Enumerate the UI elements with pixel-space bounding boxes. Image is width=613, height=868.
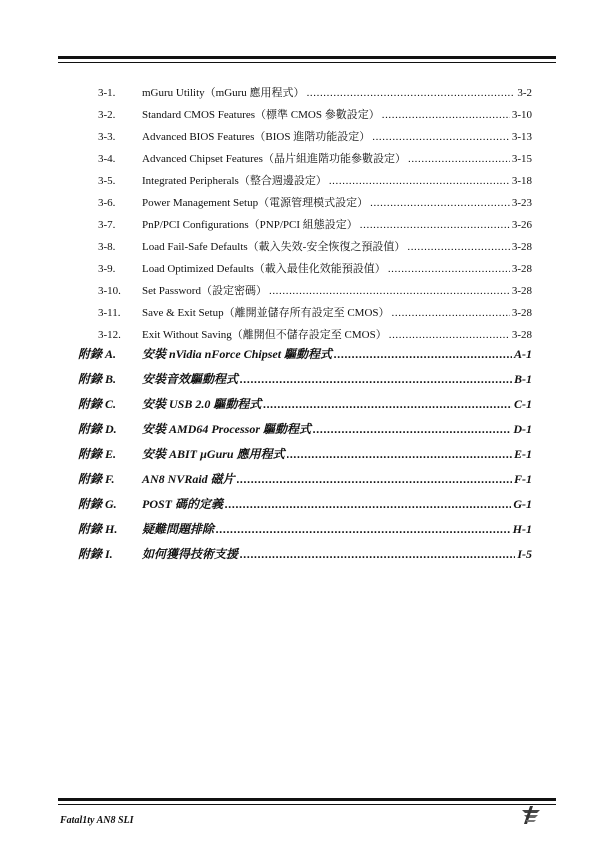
appendix-title: POST 碼的定義 [142, 497, 224, 511]
toc-entry-page: 3-28 [511, 307, 532, 319]
toc-entry-page: 3-13 [511, 131, 532, 143]
toc-entry-title: Advanced BIOS Features（BIOS 進階功能設定） [142, 131, 371, 143]
toc-entry-number: 3-8. [98, 241, 116, 253]
toc-appendix-entry[interactable] [78, 470, 532, 488]
appendix-page: A-1 [514, 347, 532, 361]
appendix-title: 安裝 AMD64 Processor 驅動程式 [142, 422, 312, 436]
toc-entry[interactable] [98, 128, 532, 144]
toc-entry[interactable] [98, 84, 532, 100]
toc-entry-title: Power Management Setup（電源管理模式設定） [142, 197, 369, 209]
appendix-page: I-5 [517, 547, 532, 561]
toc-leader-dots [372, 131, 510, 143]
toc-leader-dots [389, 329, 510, 341]
toc-entry-number: 3-5. [98, 175, 116, 187]
toc-entry[interactable] [98, 216, 532, 232]
toc-entry-page: 3-2 [517, 87, 532, 99]
toc-entry-number: 3-2. [98, 109, 116, 121]
toc-entry-number: 3-7. [98, 219, 116, 231]
toc-appendix-entry[interactable] [78, 420, 532, 438]
toc-entry-number: 3-6. [98, 197, 116, 209]
toc-leader-dots [334, 347, 512, 362]
header-rule-thick [58, 56, 556, 59]
footer-rule-thin [58, 804, 556, 805]
toc-entry-number: 3-1. [98, 87, 116, 99]
toc-entry[interactable] [98, 194, 532, 210]
toc-leader-dots [382, 109, 510, 121]
toc-entry-number: 3-11. [98, 307, 121, 319]
toc-entry-title: mGuru Utility（mGuru 應用程式） [142, 87, 305, 99]
toc-leader-dots [225, 497, 511, 512]
appendix-label: 附錄 F. [78, 472, 115, 486]
appendix-title: 如何獲得技術支援 [142, 547, 239, 561]
toc-entry-page: 3-28 [511, 263, 532, 275]
toc-entry-title: Set Password（設定密碼） [142, 285, 267, 297]
toc-entry-page: 3-18 [511, 175, 532, 187]
toc-leader-dots [263, 397, 512, 412]
appendix-page: C-1 [514, 397, 532, 411]
toc-appendix-entry[interactable] [78, 370, 532, 388]
appendix-label: 附錄 D. [78, 422, 117, 436]
toc-entry-number: 3-9. [98, 263, 116, 275]
appendix-page: B-1 [514, 372, 532, 386]
toc-entry[interactable] [98, 304, 532, 320]
toc-entry-page: 3-28 [511, 241, 532, 253]
appendix-label: 附錄 H. [78, 522, 118, 536]
toc-entry-page: 3-28 [511, 329, 532, 341]
toc-entry-page: 3-15 [511, 153, 532, 165]
toc-entry-title: Save & Exit Setup（離開並儲存所有設定至 CMOS） [142, 307, 390, 319]
toc-entry-number: 3-4. [98, 153, 116, 165]
toc-entry-number: 3-3. [98, 131, 116, 143]
appendix-page: H-1 [512, 522, 532, 536]
appendix-page: D-1 [513, 422, 532, 436]
footer-product-name: Fatal1ty AN8 SLI [60, 815, 134, 826]
toc-entry-number: 3-12. [98, 329, 121, 341]
toc-appendix-entry[interactable] [78, 545, 532, 563]
toc-leader-dots [287, 447, 512, 462]
toc-entry[interactable] [98, 282, 532, 298]
toc-appendix-entry[interactable] [78, 445, 532, 463]
toc-leader-dots [313, 422, 511, 437]
footer-rule-thick [58, 798, 556, 801]
appendix-label: 附錄 G. [78, 497, 117, 511]
toc-entry-page: 3-10 [511, 109, 532, 121]
toc-leader-dots [269, 285, 510, 297]
toc-entry-title: Advanced Chipset Features（晶片組進階功能參數設定） [142, 153, 406, 165]
toc-leader-dots [388, 263, 510, 275]
toc-leader-dots [370, 197, 510, 209]
appendix-page: G-1 [513, 497, 532, 511]
appendix-page: F-1 [514, 472, 532, 486]
toc-entry-title: PnP/PCI Configurations（PNP/PCI 組態設定） [142, 219, 358, 231]
toc-entry-title: Standard CMOS Features（標準 CMOS 參數設定） [142, 109, 380, 121]
appendix-title: 安裝 ABIT µGuru 應用程式 [142, 447, 285, 461]
toc-leader-dots [307, 87, 516, 99]
toc-leader-dots [407, 241, 509, 253]
toc-entry-page: 3-28 [511, 285, 532, 297]
toc-leader-dots [408, 153, 510, 165]
toc-entry-title: Exit Without Saving（離開但不儲存設定至 CMOS） [142, 329, 387, 341]
appendix-page: E-1 [514, 447, 532, 461]
appendix-label: 附錄 A. [78, 347, 117, 361]
toc-entry-title: Load Optimized Defaults（載入最佳化效能預設值） [142, 263, 386, 275]
toc-entry[interactable] [98, 326, 532, 342]
toc-leader-dots [216, 522, 511, 537]
appendix-title: 安裝音效驅動程式 [142, 372, 239, 386]
appendix-label: 附錄 C. [78, 397, 117, 411]
toc-entry[interactable] [98, 150, 532, 166]
toc-entry[interactable] [98, 106, 532, 122]
toc-entry[interactable] [98, 172, 532, 188]
appendix-title: 安裝 nVidia nForce Chipset 驅動程式 [142, 347, 333, 361]
toc-entry-title: Integrated Peripherals（整合週邊設定） [142, 175, 327, 187]
toc-leader-dots [392, 307, 510, 319]
toc-appendix-entry[interactable] [78, 495, 532, 513]
toc-leader-dots [360, 219, 510, 231]
toc-entry[interactable] [98, 238, 532, 254]
appendix-title: 安裝 USB 2.0 驅動程式 [142, 397, 262, 411]
toc-entry-page: 3-26 [511, 219, 532, 231]
toc-entry-number: 3-10. [98, 285, 121, 297]
toc-appendix-entry[interactable] [78, 395, 532, 413]
header-rule-thin [58, 62, 556, 63]
toc-appendix-entry[interactable] [78, 345, 532, 363]
appendix-title: 疑難問題排除 [142, 522, 215, 536]
toc-leader-dots [329, 175, 510, 187]
appendix-label: 附錄 I. [78, 547, 113, 561]
appendix-label: 附錄 E. [78, 447, 117, 461]
toc-leader-dots [240, 547, 515, 562]
toc-entry-title: Load Fail-Safe Defaults（載入失效-安全恢復之預設值） [142, 241, 406, 253]
appendix-label: 附錄 B. [78, 372, 117, 386]
fatal1ty-logo-icon [518, 804, 544, 826]
toc-entry[interactable] [98, 260, 532, 276]
toc-appendix-entry[interactable] [78, 520, 532, 538]
toc-leader-dots [240, 372, 512, 387]
toc-leader-dots [237, 472, 512, 487]
toc-entry-page: 3-23 [511, 197, 532, 209]
appendix-title: AN8 NVRaid 磁片 [142, 472, 235, 486]
